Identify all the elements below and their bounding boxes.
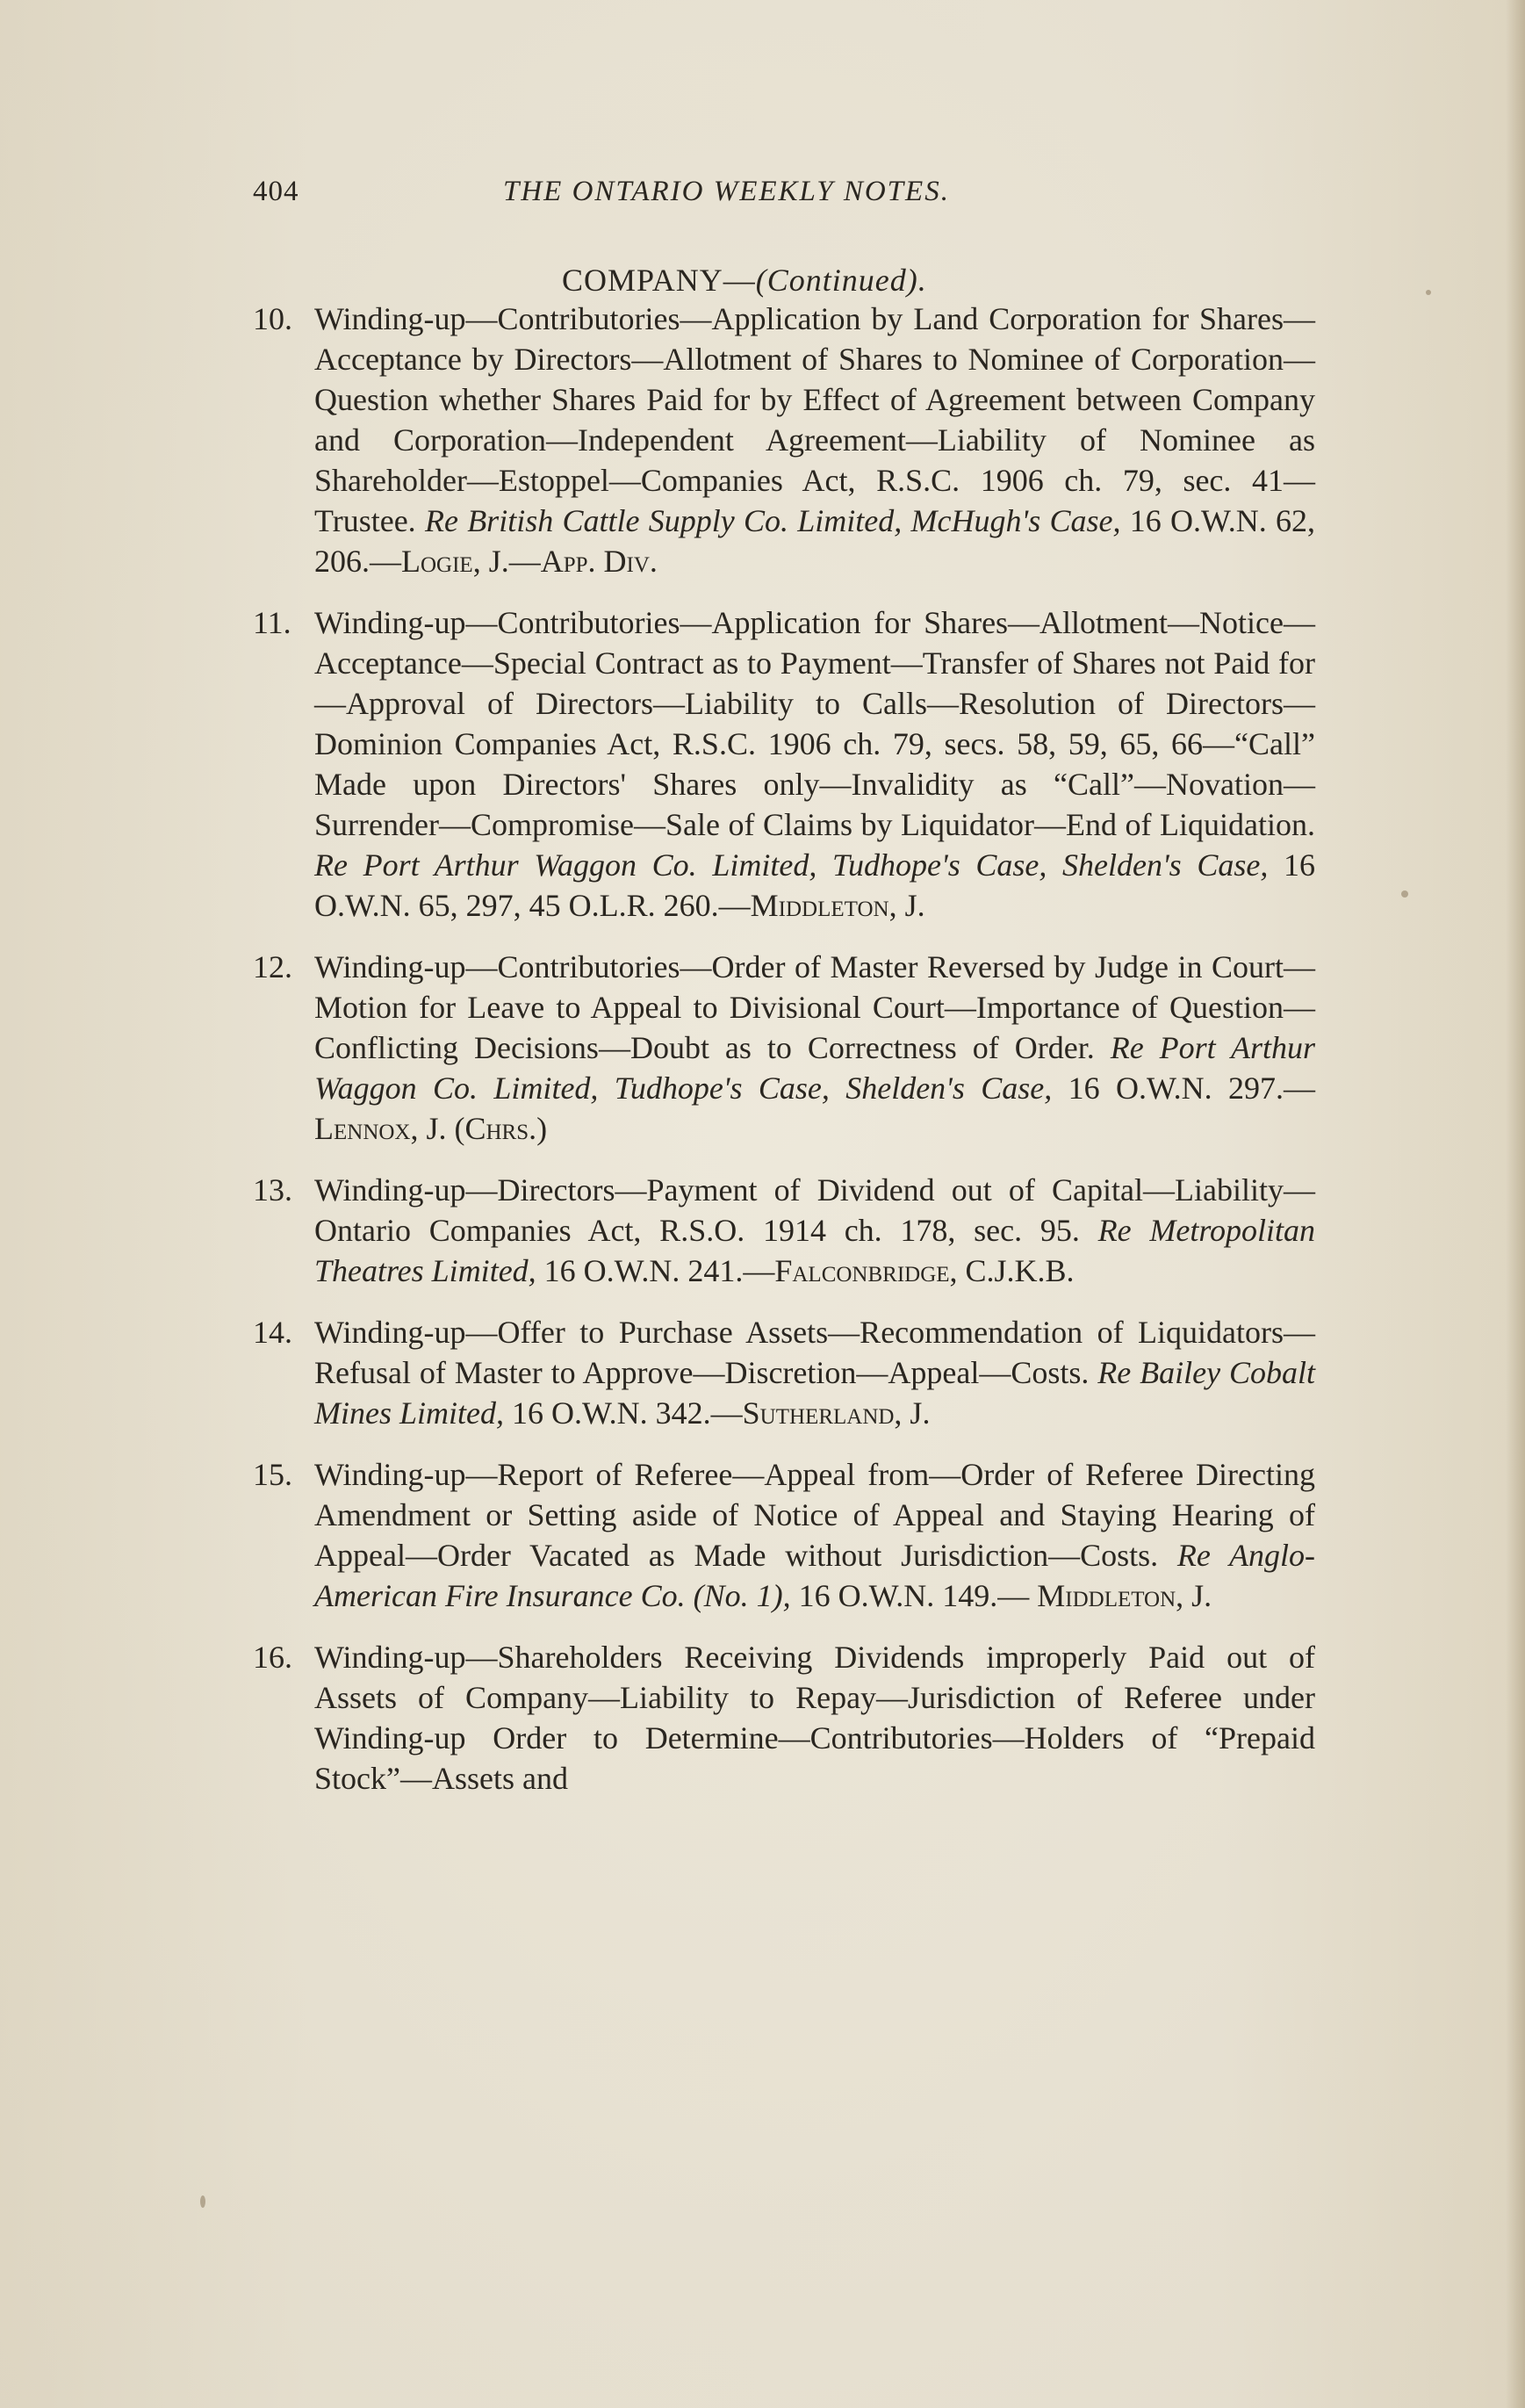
digest-entry [253,1637,1315,1799]
digest-entry [253,602,1315,926]
paper-blemish [1401,890,1408,898]
entry-text: Winding-up—Contributories—Application for Shares—Allotment—Notice—Acceptance—Special Contract as to Payment—Transfer of Shares not Paid for—Approval of Directors—Liability to Calls—Resolution of Directors—Dominion Companies Act, R.S.C. 1906 ch. 79, secs. 58, 59, 65, 66—“Call” Made upon Directors' Shares only—Invalidity as “Call”—Novation—Surrender—Compromise—Sale of Claims by Liquidator—End of Liquidation. [314,605,1315,842]
entry-number: 16. [253,1640,292,1675]
entry-text: Winding-up—Contributories—Application by Land Corporation for Shares—Acceptance by Directors—Allotment of Shares to Nominee of Corporation—Question whether Shares Paid for by Effect of Agreement between Company and Corporation—Independent Agreement—Liability of Nominee as Shareholder—Estoppel—Companies Act, R.S.C. 1906 ch. 79, sec. 41—Trustee. [314,301,1315,538]
entry-citation: Re Port Arthur Waggon Co. Limited, Tudhope's Case, Shelden's Case, [314,1030,1315,1106]
running-title: THE ONTARIO WEEKLY NOTES. [503,176,950,207]
entry-judge: Lennox, J. (Chrs.) [314,1111,548,1146]
paper-blemish [200,2195,205,2208]
entry-text: Winding-up—Shareholders Receiving Dividends improperly Paid out of Assets of Company—Liability to Repay—Jurisdiction of Referee under Winding-up Order to Determine—Contributories—Holders of “Prepaid Stock”—Assets and [314,1640,1315,1796]
section-heading [562,262,927,299]
entry-text: Winding-up—Directors—Payment of Dividend out of Capital—Liability—Ontario Companies Act, R.S.O. 1914 ch. 178, sec. 95. [314,1172,1315,1248]
digest-entry [253,299,1315,581]
entry-number: 10. [253,301,292,336]
entry-text: Winding-up—Report of Referee—Appeal from—Order of Referee Directing Amendment or Setting aside of Notice of Appeal and Staying Hearing of Appeal—Order Vacated as Made without Jurisdiction—Costs. [314,1457,1315,1573]
entry-citation: Re Anglo-American Fire Insurance Co. (No. 1), [314,1538,1315,1613]
entry-judge: Falconbridge, C.J.K.B. [774,1253,1075,1288]
entry-judge: Middleton, J. [750,888,925,923]
page-number: 404 [253,176,299,207]
entry-number: 13. [253,1172,292,1208]
entry-number: 14. [253,1315,292,1350]
entry-reference: 16 O.W.N. 241.— [536,1253,775,1288]
digest-entry [253,1312,1315,1433]
entry-reference: 16 O.W.N. 149.— [790,1578,1038,1613]
entry-judge: Logie, J.—App. Div. [401,544,658,579]
digest-entry [253,1454,1315,1616]
section-title: COMPANY— [562,263,756,298]
entry-reference: 16 O.W.N. 297.— [1052,1071,1315,1106]
entry-text: Winding-up—Contributories—Order of Master Reversed by Judge in Court—Motion for Leave to Appeal to Divisional Court—Importance of Question—Conflicting Decisions—Doubt as to Correctness of Order. [314,949,1315,1065]
entry-number: 15. [253,1457,292,1492]
entry-judge: Middleton, J. [1037,1578,1212,1613]
entry-citation: Re Metropolitan Theatres Limited, [314,1213,1316,1288]
entry-reference: 16 O.W.N. 342.— [503,1395,743,1431]
entry-reference: 16 O.W.N. 62, 206.— [314,503,1315,579]
entry-text: Winding-up—Offer to Purchase Assets—Recommendation of Liquidators—Refusal of Master to Approve—Discretion—Appeal—Costs. [314,1315,1315,1390]
paper-blemish [1426,290,1431,295]
entry-number: 11. [253,605,291,640]
digest-entry [253,947,1315,1149]
entry-reference: 16 O.W.N. 65, 297, 45 O.L.R. 260.— [314,847,1316,923]
page-edge-shadow [1506,0,1525,2408]
digest-entry [253,1170,1315,1291]
entry-number: 12. [253,949,292,984]
entry-citation: Re Port Arthur Waggon Co. Limited, Tudhope's Case, Shelden's Case, [314,847,1269,883]
entry-citation: Re British Cattle Supply Co. Limited, McHugh's Case, [424,503,1121,538]
digest-entries [253,299,1315,1820]
running-header [253,176,1315,220]
section-continued: (Continued). [755,263,927,298]
entry-judge: Sutherland, J. [742,1395,931,1431]
entry-citation: Re Bailey Cobalt Mines Limited, [314,1355,1316,1431]
